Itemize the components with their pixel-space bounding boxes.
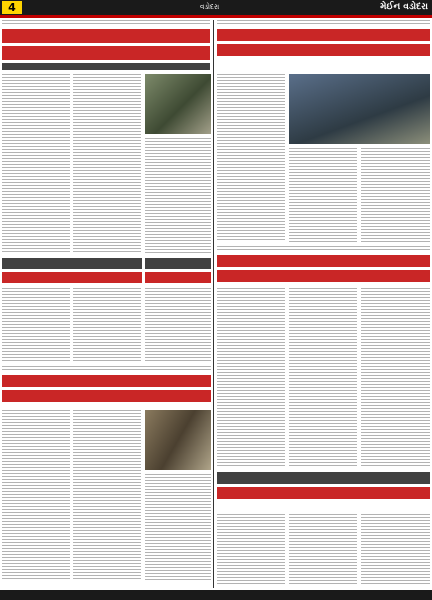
right-top-column-2 (289, 148, 357, 242)
second-headline (2, 258, 142, 284)
second-column-1 (2, 288, 70, 362)
atm-column (145, 288, 211, 362)
edition-label: વડોદરા (200, 3, 220, 11)
column-divider (213, 20, 214, 588)
imprint-footer (0, 590, 432, 600)
right-top-column-3 (361, 148, 430, 242)
right-bottom-column-2 (289, 514, 357, 586)
third-column-1 (2, 410, 70, 580)
right-mid-column-3 (361, 288, 430, 468)
lead-photo (145, 74, 211, 134)
lead-column-1 (2, 74, 70, 254)
right-bottom-column-3 (361, 514, 430, 586)
right-bottom-column-1 (217, 514, 285, 586)
lead-column-3 (145, 138, 211, 254)
lead-column-2 (73, 74, 141, 254)
right-top-headline (217, 20, 430, 70)
masthead-divider (0, 15, 432, 18)
third-column-2 (73, 410, 141, 580)
right-mid-headline (217, 246, 430, 284)
right-mid-column-1 (217, 288, 285, 468)
page-number: 4 (2, 1, 22, 14)
right-bottom-headline (217, 472, 430, 510)
masthead-bar (0, 0, 432, 15)
third-photo (145, 410, 211, 470)
third-headline (2, 366, 211, 406)
right-top-photo (289, 74, 430, 144)
second-column-2 (73, 288, 141, 362)
third-column-3 (145, 474, 211, 580)
section-label: મેઈન વડોદરા (380, 2, 428, 12)
atm-headline (145, 258, 211, 284)
right-mid-column-2 (289, 288, 357, 468)
lead-headline (2, 20, 210, 70)
right-top-column-1 (217, 74, 285, 242)
